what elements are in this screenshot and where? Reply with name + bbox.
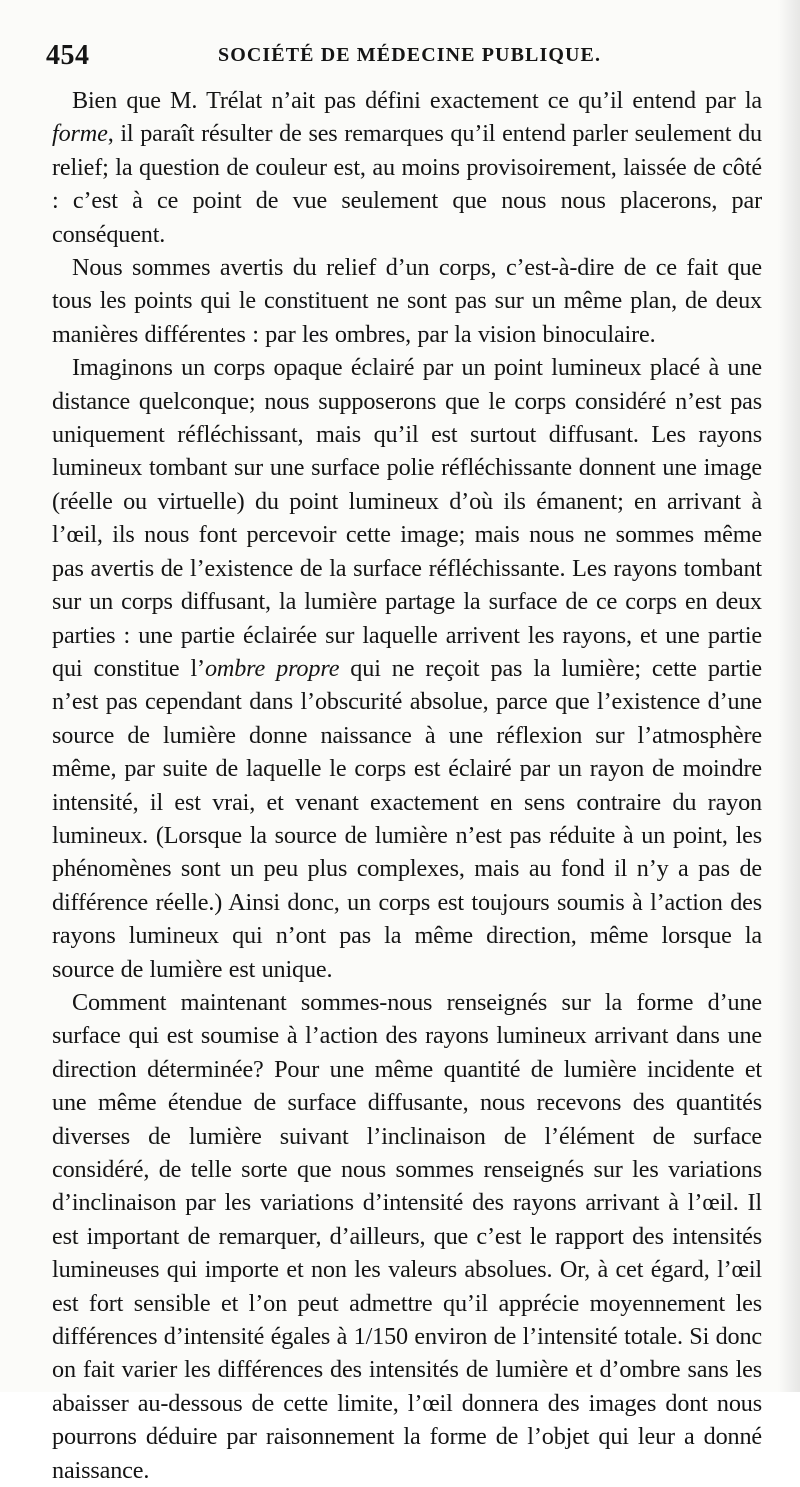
paragraph-3-text-start: Imaginons un corps opaque éclairé par un point lumineux placé à une distance quelconque; nous supposerons que le corps considéré n’est pas uniquement réfléchissant, mais qu’il est surtout diffusant. Les rayons lumineux tombant sur une surface polie réfléchissante donnent une image (réelle ou virtuelle) du point lumineux d’où ils émanent; en arrivant à l’œil, ils nous font percevoir cette image; mais nous ne sommes même pas avertis de l’existence de la surface réfléchissante. Les rayons tombant sur un corps diffusant, la lumière partage la surface de ce corps en deux parties : une partie éclairée sur laquelle arrivent les rayons, et une partie qui constitue l’ (52, 354, 762, 682)
page-number: 454 (46, 40, 90, 71)
paragraph-1 (52, 84, 762, 251)
paragraph-1-text-end: , il paraît résulter de ses remarques qu’il entend parler seulement du relief; la question de couleur est, au moins provisoirement, laissée de côté : c’est à ce point de vue seulement que nous nous placerons, par conséquent. (52, 120, 762, 248)
paragraph-4-text: Comment maintenant sommes-nous renseignés sur la forme d’une surface qui est soumise à l’action des rayons lumineux arrivant dans une direction déterminée? Pour une même quantité de lumière incidente et une même étendue de surface diffusante, nous recevons des quantités diverses de lumière suivant l’inclinaison de l’élément de surface considéré, de telle sorte que nous sommes renseignés sur les variations d’inclinaison par les variations d’intensité des rayons arrivant à l’œil. Il est important de remarquer, d’ailleurs, que c’est le rapport des intensités lumineuses qui importe et non les valeurs absolues. Or, à cet égard, l’œil est fort sensible et l’on peut admettre qu’il apprécie moyennement les différences d’intensité égales à 1/150 environ de l’intensité totale. Si donc on fait varier les différences des intensités de lumière et d’ombre sans les abaisser au-dessous de cette limite, l’œil donnera des images dont nous pourrons déduire par raisonnement la forme de l’objet qui leur a donné naissance. (52, 988, 762, 1484)
paragraph-3 (52, 351, 762, 986)
paragraph-4 (52, 986, 762, 1487)
paragraph-2 (52, 251, 762, 351)
paragraph-2-text: Nous sommes avertis du relief d’un corps, c’est-à-dire de ce fait que tous les points qui le constituent ne sont pas sur un même plan, de deux manières différentes : par les ombres, par la vision binoculaire. (52, 254, 762, 348)
main-text (52, 84, 762, 1487)
italic-term-forme: forme (52, 120, 108, 148)
paragraph-1-text-start: Bien que M. Trélat n’ait pas défini exactement ce qu’il entend par la (72, 87, 762, 114)
running-header (46, 40, 762, 78)
running-title: SOCIÉTÉ DE MÉDECINE PUBLIQUE. (218, 44, 602, 66)
page-edge-shadow (778, 0, 800, 1392)
italic-term-ombre-propre: ombre propre (204, 654, 340, 682)
paragraph-3-text-end: qui ne reçoit pas la lumière; cette partie n’est pas cependant dans l’obscurité absolue, parce que l’existence d’une source de lumière donne naissance à une réflexion sur l’atmosphère même, par suite de laquelle le corps est éclairé par un rayon de moindre intensité, il est vrai, et venant exactement en sens contraire du rayon lumineux. (Lorsque la source de lumière n’est pas réduite à un point, les phénomènes sont un peu plus complexes, mais au fond il n’y a pas de différence réelle.) Ainsi donc, un corps est toujours soumis à l’action des rayons lumineux qui n’ont pas la même direction, même lorsque la source de lumière est unique. (52, 654, 762, 983)
